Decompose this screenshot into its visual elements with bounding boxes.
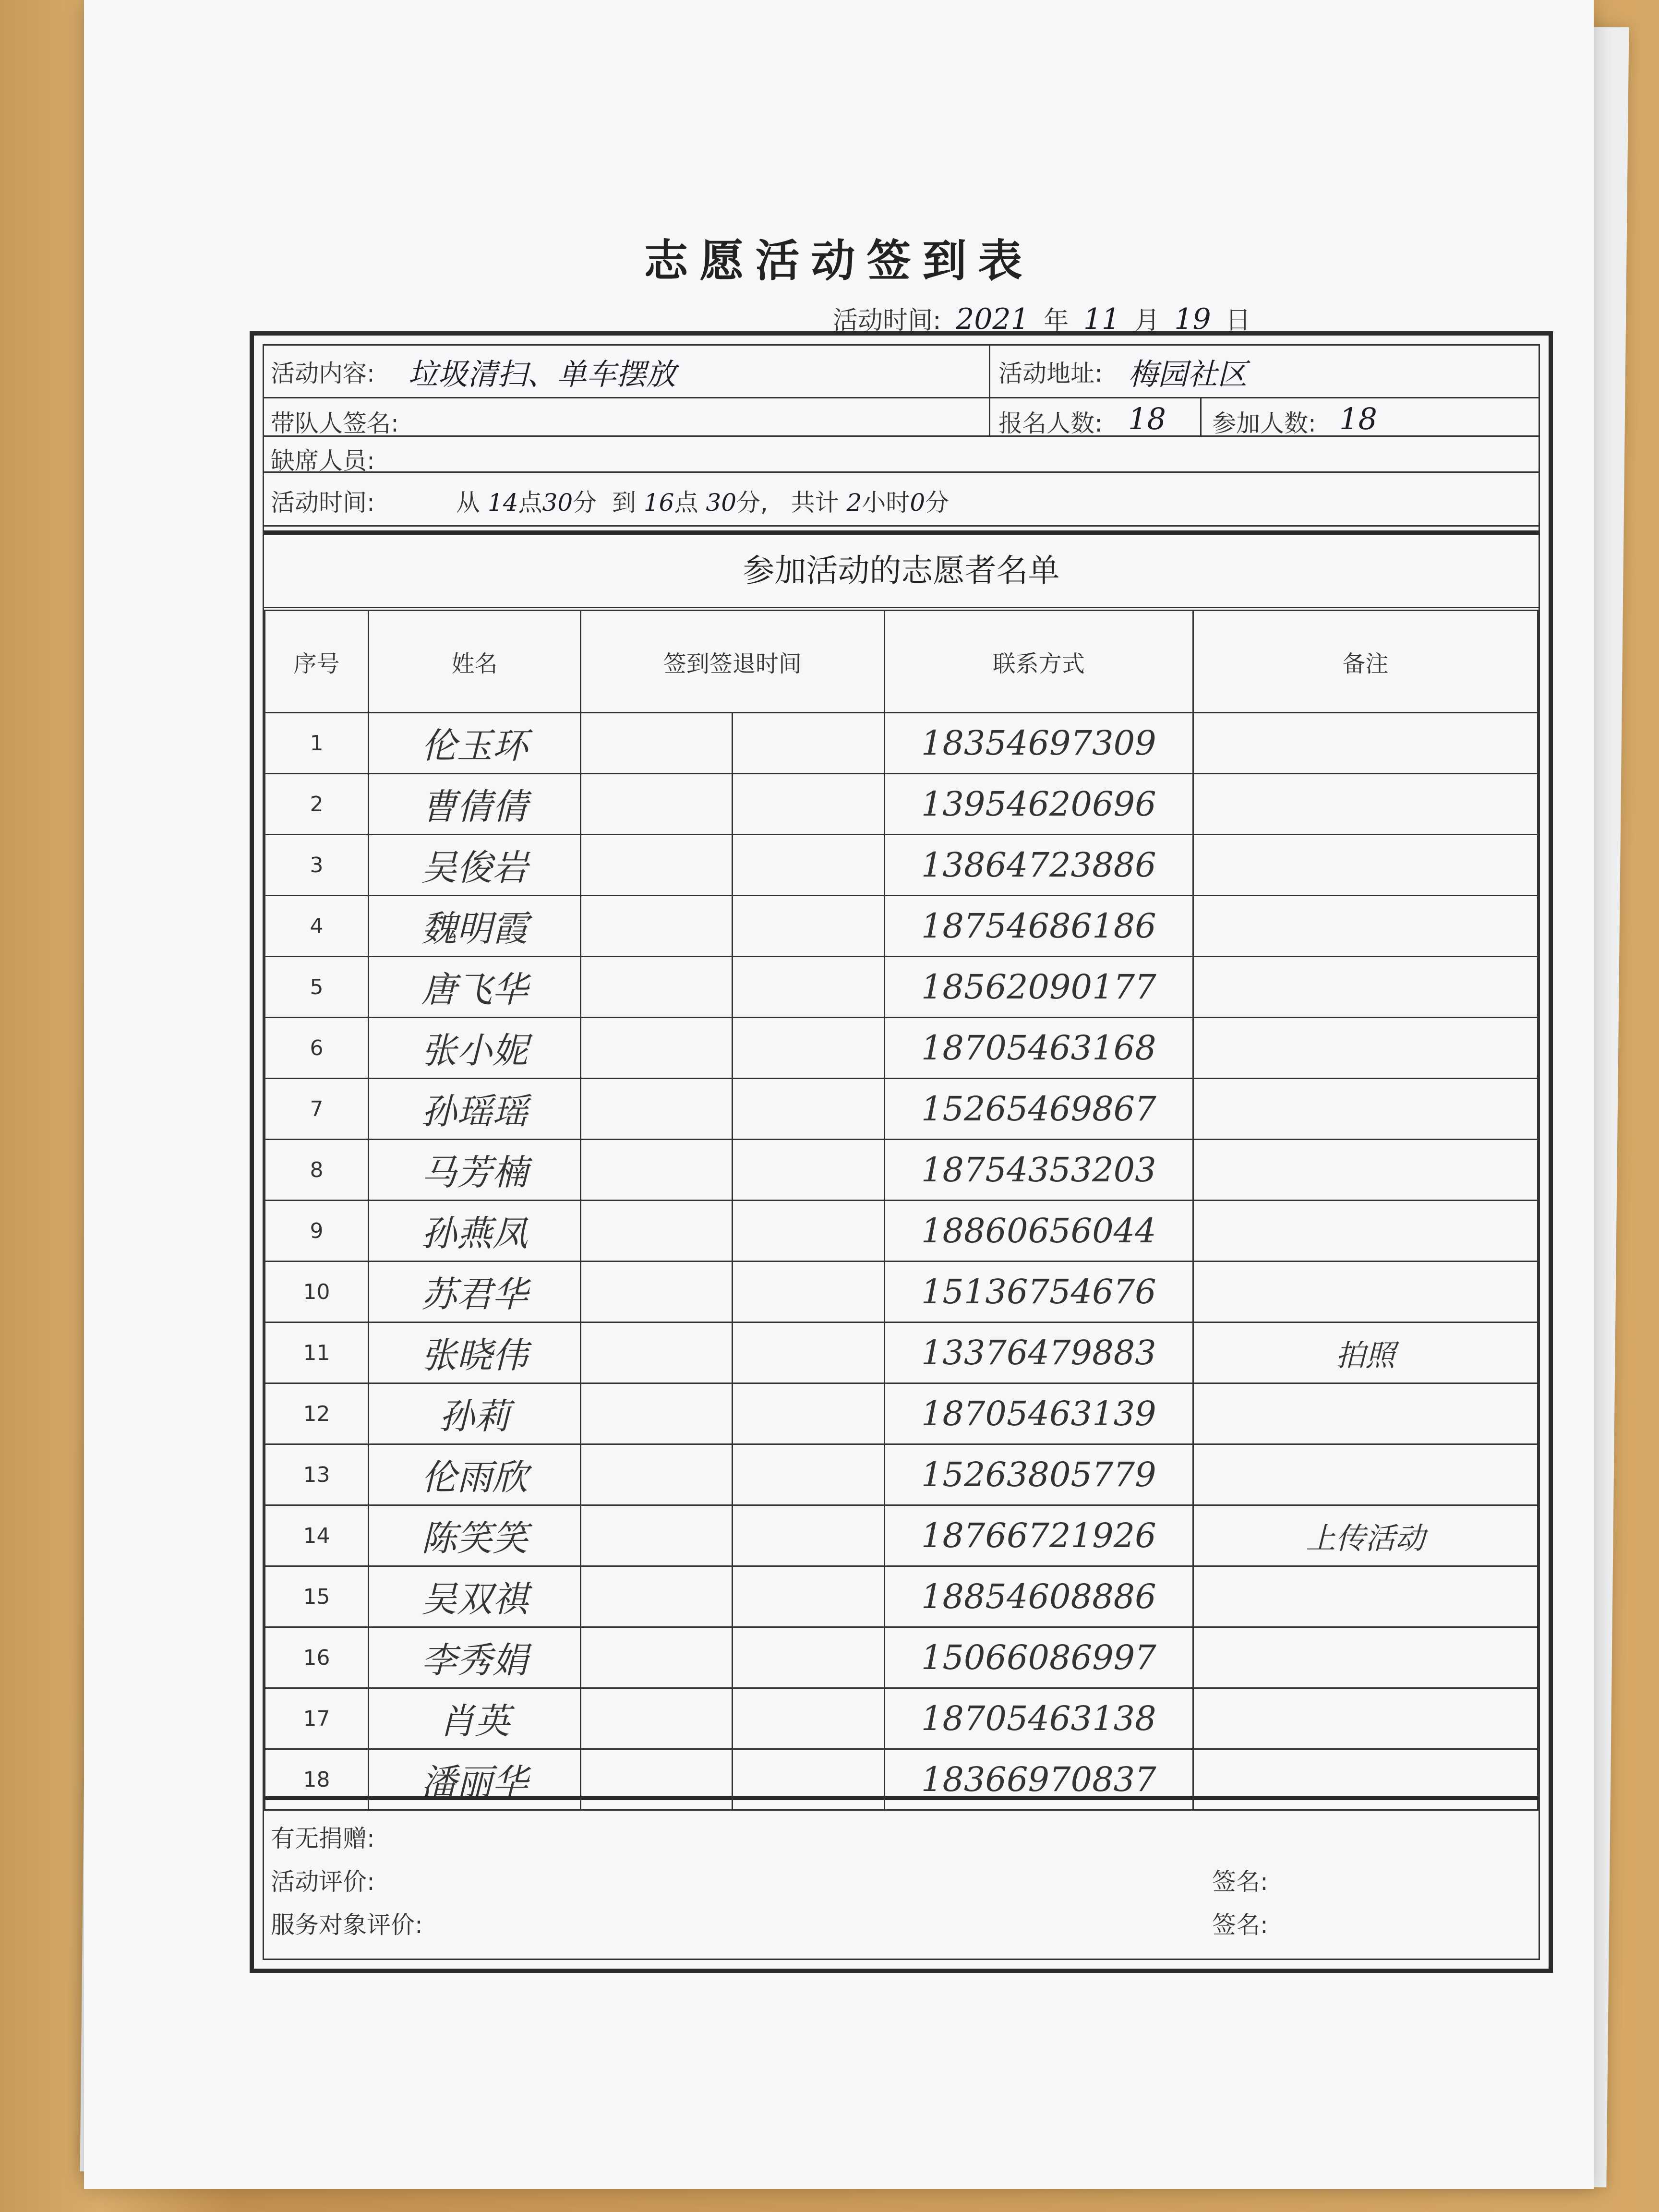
sign-in-time-cell bbox=[580, 1140, 732, 1201]
page-title: 志愿活动签到表 bbox=[644, 235, 1034, 287]
divider bbox=[989, 398, 990, 435]
start-min: 30 bbox=[542, 489, 573, 517]
sign-in-time-cell bbox=[580, 1322, 732, 1383]
column-header: 联系方式 bbox=[884, 611, 1193, 713]
sign-in-time-cell bbox=[580, 1262, 732, 1322]
leader-label: 带队人签名: bbox=[271, 409, 399, 437]
table-row bbox=[265, 1079, 1538, 1140]
column-header: 姓名 bbox=[368, 611, 580, 713]
volunteer-name: 曹倩倩 bbox=[368, 774, 580, 835]
volunteer-note bbox=[1193, 1566, 1538, 1627]
sign-in-time-cell bbox=[580, 1627, 732, 1688]
column-header: 签到签退时间 bbox=[580, 611, 884, 713]
row-number: 6 bbox=[265, 1018, 369, 1079]
volunteer-phone: 18754686186 bbox=[884, 896, 1193, 957]
form-inner bbox=[263, 344, 1540, 1960]
time-row bbox=[264, 473, 1539, 527]
location-value: 梅园社区 bbox=[1128, 357, 1248, 392]
total-mins-unit: 分 bbox=[925, 489, 950, 517]
sign-in-time-cell bbox=[580, 1383, 732, 1444]
volunteer-note bbox=[1193, 1627, 1538, 1688]
row-number: 15 bbox=[265, 1566, 369, 1627]
volunteer-table bbox=[264, 610, 1539, 1811]
volunteer-phone: 18766721926 bbox=[884, 1505, 1193, 1566]
volunteer-note bbox=[1193, 1383, 1538, 1444]
total-hours-unit: 小时 bbox=[862, 489, 910, 517]
sign-label: 签名: bbox=[1212, 1911, 1268, 1939]
sign-out-time-cell bbox=[733, 1688, 884, 1749]
sign-out-time-cell bbox=[733, 1140, 884, 1201]
activity-date bbox=[833, 300, 1250, 336]
volunteer-phone: 18754353203 bbox=[884, 1140, 1193, 1201]
volunteer-name: 伦玉环 bbox=[368, 713, 580, 774]
table-row bbox=[265, 1444, 1538, 1505]
end-hour-unit: 点 bbox=[674, 489, 698, 517]
volunteer-note bbox=[1193, 1262, 1538, 1322]
sign-in-time-cell bbox=[580, 1444, 732, 1505]
sign-out-time-cell bbox=[733, 1018, 884, 1079]
table-row bbox=[265, 1201, 1538, 1262]
sign-in-time-cell bbox=[580, 1505, 732, 1566]
column-header: 备注 bbox=[1193, 611, 1538, 713]
volunteer-phone: 13954620696 bbox=[884, 774, 1193, 835]
row-number: 12 bbox=[265, 1383, 369, 1444]
volunteer-name: 肖英 bbox=[368, 1688, 580, 1749]
volunteer-name: 吴双祺 bbox=[368, 1566, 580, 1627]
date-month: 11 bbox=[1083, 302, 1120, 336]
sign-out-time-cell bbox=[733, 1505, 884, 1566]
sign-in-time-cell bbox=[580, 1688, 732, 1749]
sign-out-time-cell bbox=[733, 1627, 884, 1688]
sign-in-time-cell bbox=[580, 835, 732, 896]
sign-out-time-cell bbox=[733, 1322, 884, 1383]
date-day-unit: 日 bbox=[1226, 306, 1251, 335]
table-row bbox=[265, 835, 1538, 896]
sign-out-time-cell bbox=[733, 835, 884, 896]
volunteer-name: 孙莉 bbox=[368, 1383, 580, 1444]
date-year: 2021 bbox=[956, 302, 1029, 336]
volunteer-phone: 15066086997 bbox=[884, 1627, 1193, 1688]
sign-in-time-cell bbox=[580, 774, 732, 835]
volunteer-note bbox=[1193, 835, 1538, 896]
sign-out-time-cell bbox=[733, 1566, 884, 1627]
volunteer-name: 吴俊岩 bbox=[368, 835, 580, 896]
sign-in-time-cell bbox=[580, 1018, 732, 1079]
volunteer-note bbox=[1193, 1140, 1538, 1201]
start-hour: 14 bbox=[487, 489, 518, 517]
evaluation-label: 活动评价: bbox=[271, 1868, 375, 1896]
row-number: 2 bbox=[265, 774, 369, 835]
row-number: 13 bbox=[265, 1444, 369, 1505]
table-row bbox=[265, 1688, 1538, 1749]
volunteer-phone: 18705463139 bbox=[884, 1383, 1193, 1444]
divider bbox=[1200, 398, 1202, 435]
content-value: 垃圾清扫、单车摆放 bbox=[408, 357, 676, 392]
sign-in-time-cell bbox=[580, 1566, 732, 1627]
sign-label: 签名: bbox=[1212, 1868, 1268, 1896]
volunteer-phone: 13864723886 bbox=[884, 835, 1193, 896]
absent-row bbox=[264, 437, 1539, 473]
volunteer-name: 孙燕凤 bbox=[368, 1201, 580, 1262]
table-row bbox=[265, 1627, 1538, 1688]
start-min-unit: 分 bbox=[573, 489, 597, 517]
absent-label: 缺席人员: bbox=[271, 447, 375, 475]
sign-out-time-cell bbox=[733, 1079, 884, 1140]
divider bbox=[989, 346, 990, 397]
form-frame bbox=[250, 331, 1553, 1973]
volunteer-note bbox=[1193, 774, 1538, 835]
participants-value: 18 bbox=[1339, 401, 1377, 436]
volunteer-name: 苏君华 bbox=[368, 1262, 580, 1322]
sign-in-sheet bbox=[84, 0, 1594, 2189]
registered-value: 18 bbox=[1128, 401, 1166, 436]
volunteer-note bbox=[1193, 1079, 1538, 1140]
table-row bbox=[265, 957, 1538, 1018]
volunteer-phone: 15136754676 bbox=[884, 1262, 1193, 1322]
table-row bbox=[265, 1505, 1538, 1566]
time-label: 活动时间: bbox=[271, 489, 375, 517]
table-row bbox=[265, 1140, 1538, 1201]
volunteer-phone: 18562090177 bbox=[884, 957, 1193, 1018]
sign-in-time-cell bbox=[580, 957, 732, 1018]
row-number: 10 bbox=[265, 1262, 369, 1322]
volunteer-note bbox=[1193, 896, 1538, 957]
volunteer-name: 魏明霞 bbox=[368, 896, 580, 957]
date-day: 19 bbox=[1174, 302, 1211, 336]
sign-out-time-cell bbox=[733, 957, 884, 1018]
volunteer-note: 上传活动 bbox=[1193, 1505, 1538, 1566]
table-row bbox=[265, 1262, 1538, 1322]
volunteer-phone: 18854608886 bbox=[884, 1566, 1193, 1627]
total-hours: 2 bbox=[846, 489, 862, 517]
volunteer-phone: 18366970837 bbox=[884, 1749, 1193, 1810]
end-min: 30 bbox=[706, 489, 737, 517]
table-header-row bbox=[265, 611, 1538, 713]
time-from: 从 bbox=[456, 489, 480, 517]
date-month-unit: 月 bbox=[1134, 306, 1160, 335]
sign-out-time-cell bbox=[733, 713, 884, 774]
volunteer-name: 潘丽华 bbox=[368, 1749, 580, 1810]
row-number: 16 bbox=[265, 1627, 369, 1688]
table-row bbox=[265, 896, 1538, 957]
row-number: 14 bbox=[265, 1505, 369, 1566]
volunteer-phone: 15265469867 bbox=[884, 1079, 1193, 1140]
volunteer-name: 唐飞华 bbox=[368, 957, 580, 1018]
row-number: 9 bbox=[265, 1201, 369, 1262]
row-number: 3 bbox=[265, 835, 369, 896]
row-number: 5 bbox=[265, 957, 369, 1018]
sign-in-time-cell bbox=[580, 713, 732, 774]
row-number: 17 bbox=[265, 1688, 369, 1749]
row-number: 4 bbox=[265, 896, 369, 957]
service-evaluation-label: 服务对象评价: bbox=[271, 1911, 423, 1939]
start-hour-unit: 点 bbox=[518, 489, 542, 517]
content-row bbox=[264, 346, 1539, 398]
volunteer-phone: 13376479883 bbox=[884, 1322, 1193, 1383]
row-number: 8 bbox=[265, 1140, 369, 1201]
volunteer-phone: 18705463138 bbox=[884, 1688, 1193, 1749]
form-footer bbox=[264, 1796, 1539, 1959]
volunteer-note bbox=[1193, 1688, 1538, 1749]
end-min-unit: 分, bbox=[736, 489, 768, 517]
volunteer-phone: 15263805779 bbox=[884, 1444, 1193, 1505]
volunteer-name: 马芳楠 bbox=[368, 1140, 580, 1201]
sign-in-time-cell bbox=[580, 896, 732, 957]
sign-in-time-cell bbox=[580, 1079, 732, 1140]
table-row bbox=[265, 1322, 1538, 1383]
volunteer-name: 张晓伟 bbox=[368, 1322, 580, 1383]
sign-in-time-cell bbox=[580, 1201, 732, 1262]
volunteer-note bbox=[1193, 1018, 1538, 1079]
volunteer-name: 陈笑笑 bbox=[368, 1505, 580, 1566]
row-number: 7 bbox=[265, 1079, 369, 1140]
sign-out-time-cell bbox=[733, 774, 884, 835]
time-range bbox=[456, 483, 949, 518]
time-to: 到 bbox=[612, 489, 636, 517]
end-hour: 16 bbox=[643, 489, 674, 517]
total-label: 共计 bbox=[791, 489, 839, 517]
volunteer-note: 拍照 bbox=[1193, 1322, 1538, 1383]
volunteer-note bbox=[1193, 957, 1538, 1018]
volunteer-name: 张小妮 bbox=[368, 1018, 580, 1079]
content-label: 活动内容: bbox=[271, 360, 375, 387]
volunteer-phone: 18860656044 bbox=[884, 1201, 1193, 1262]
total-mins: 0 bbox=[910, 489, 926, 517]
table-row bbox=[265, 774, 1538, 835]
volunteer-note bbox=[1193, 1444, 1538, 1505]
leader-row bbox=[264, 398, 1539, 437]
volunteer-name: 孙瑶瑶 bbox=[368, 1079, 580, 1140]
row-number: 1 bbox=[265, 713, 369, 774]
volunteer-name: 李秀娟 bbox=[368, 1627, 580, 1688]
sign-out-time-cell bbox=[733, 896, 884, 957]
date-year-unit: 年 bbox=[1044, 306, 1069, 335]
volunteer-phone: 18705463168 bbox=[884, 1018, 1193, 1079]
location-label: 活动地址: bbox=[998, 360, 1103, 387]
table-row bbox=[265, 1018, 1538, 1079]
sign-out-time-cell bbox=[733, 1383, 884, 1444]
sign-out-time-cell bbox=[733, 1201, 884, 1262]
donation-label: 有无捐赠: bbox=[271, 1825, 375, 1852]
list-title: 参加活动的志愿者名单 bbox=[264, 530, 1539, 608]
volunteer-phone: 18354697309 bbox=[884, 713, 1193, 774]
volunteer-name: 伦雨欣 bbox=[368, 1444, 580, 1505]
row-number: 11 bbox=[265, 1322, 369, 1383]
volunteer-note bbox=[1193, 1201, 1538, 1262]
table-row bbox=[265, 713, 1538, 774]
table-body bbox=[265, 713, 1538, 1810]
row-number: 18 bbox=[265, 1749, 369, 1810]
registered-label: 报名人数: bbox=[998, 409, 1103, 437]
sign-out-time-cell bbox=[733, 1444, 884, 1505]
table-row bbox=[265, 1566, 1538, 1627]
volunteer-note bbox=[1193, 713, 1538, 774]
sign-out-time-cell bbox=[733, 1262, 884, 1322]
column-header: 序号 bbox=[265, 611, 369, 713]
date-label: 活动时间: bbox=[833, 306, 941, 335]
table-row bbox=[265, 1383, 1538, 1444]
participants-label: 参加人数: bbox=[1212, 409, 1316, 437]
